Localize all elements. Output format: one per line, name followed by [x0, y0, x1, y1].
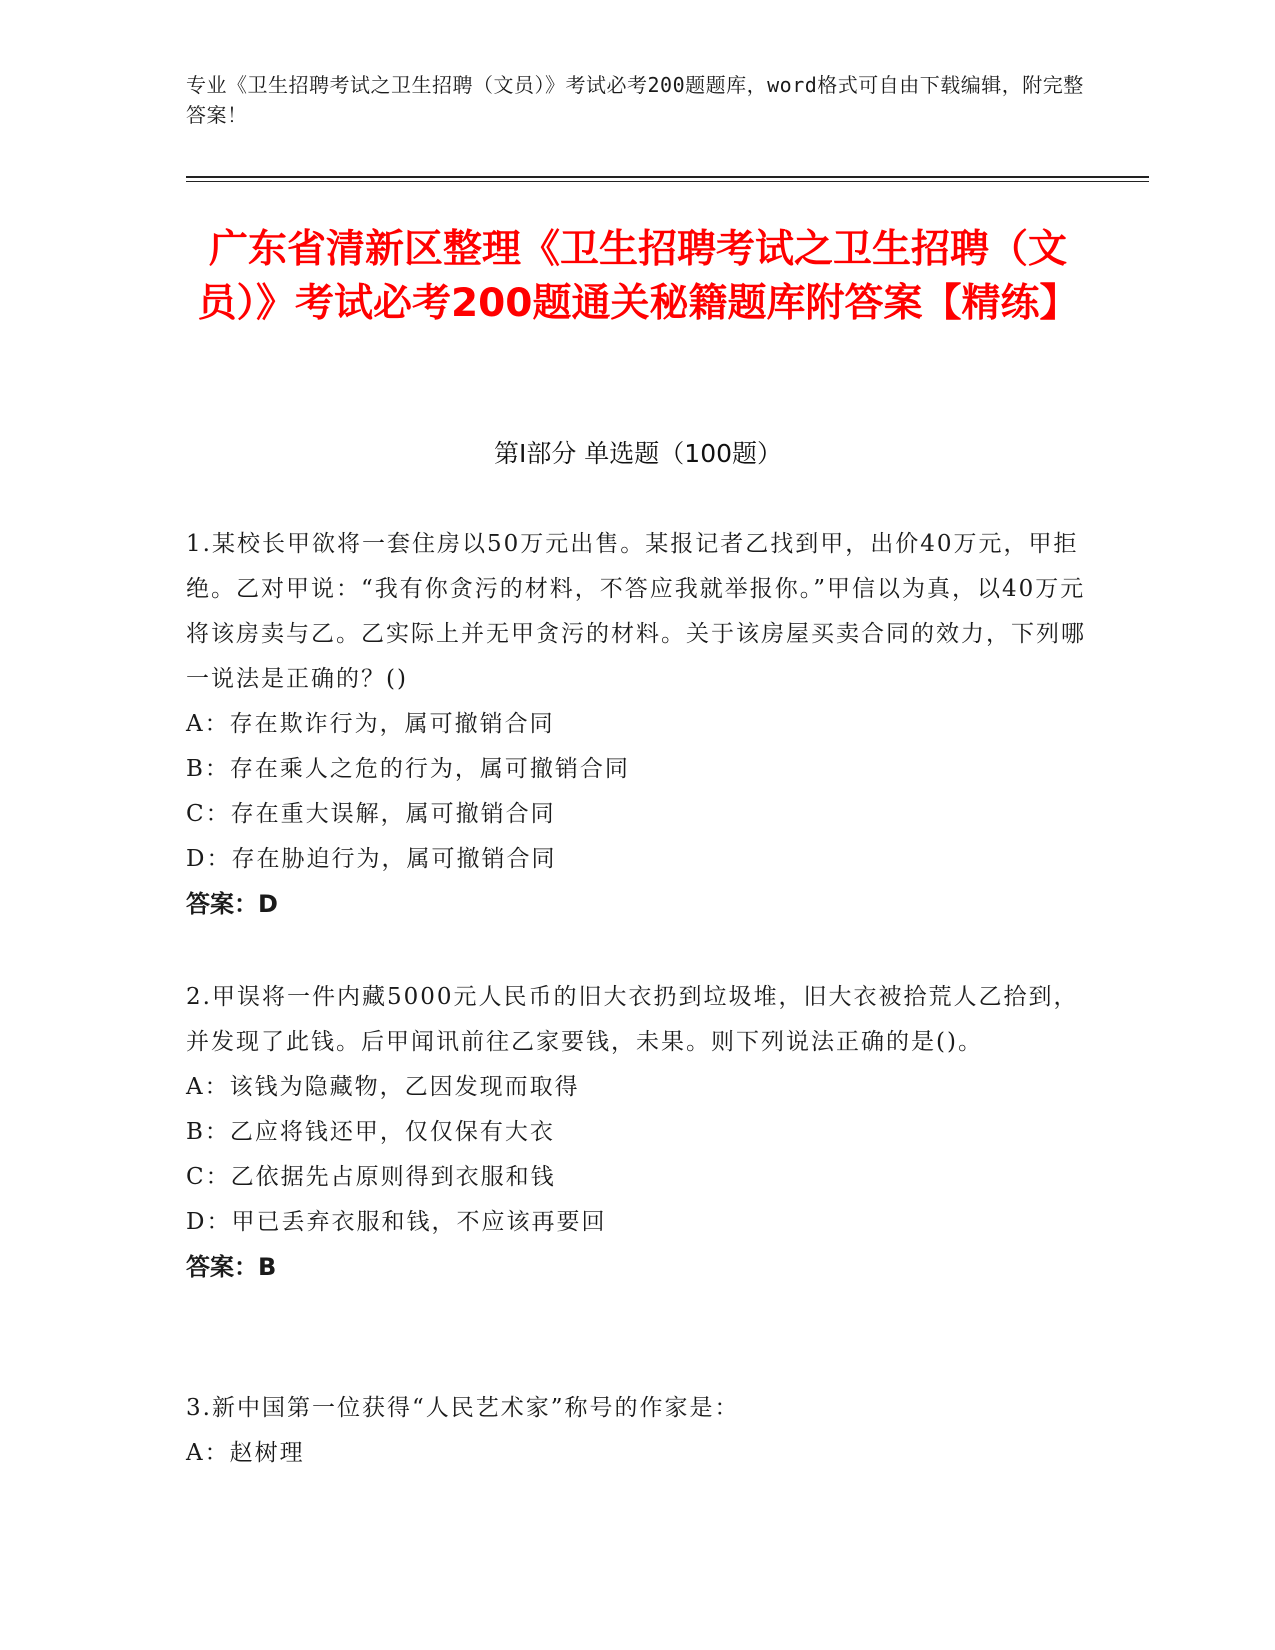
- option-d: D：甲已丢弃衣服和钱，不应该再要回: [186, 1209, 607, 1235]
- option-d: D：存在胁迫行为，属可撤销合同: [186, 846, 557, 872]
- document-title: 广东省清新区整理《卫生招聘考试之卫生招聘（文员）》考试必考200题通关秘籍题库附答案【精练】: [197, 227, 1079, 326]
- header-divider-thick: [186, 176, 1149, 178]
- header-divider-thin: [186, 181, 1149, 182]
- question-stem: 1.某校长甲欲将一套住房以50万元出售。某报记者乙找到甲，出价40万元，甲拒绝。乙对甲说：“我有你贪污的材料，不答应我就举报你。”甲信以为真，以40万元将该房卖与乙。乙实际上并无甲贪污的材料。关于该房屋买卖合同的效力，下列哪一说法是正确的？(): [186, 531, 1086, 692]
- answer-line: 答案：B: [186, 1253, 277, 1281]
- option-a: A：该钱为隐藏物，乙因发现而取得: [186, 1074, 580, 1100]
- question-stem: 3.新中国第一位获得“人民艺术家”称号的作家是：: [186, 1395, 740, 1421]
- question-item: [186, 975, 1086, 1290]
- header-note: 专业《卫生招聘考试之卫生招聘（文员）》考试必考200题题库，word格式可自由下载编辑，附完整答案！: [186, 73, 1084, 127]
- answer-line: 答案：D: [186, 890, 278, 918]
- option-b: B：乙应将钱还甲，仅仅保有大衣: [186, 1119, 555, 1145]
- option-b: B：存在乘人之危的行为，属可撤销合同: [186, 756, 630, 782]
- option-c: C：乙依据先占原则得到衣服和钱: [186, 1164, 556, 1190]
- question-stem: 2.甲误将一件内藏5000元人民币的旧大衣扔到垃圾堆，旧大衣被拾荒人乙拾到，并发现了此钱。后甲闻讯前往乙家要钱，未果。则下列说法正确的是()。: [186, 984, 1079, 1055]
- question-item: [186, 1386, 1086, 1476]
- option-a: A：存在欺诈行为，属可撤销合同: [186, 711, 555, 737]
- option-a: A：赵树理: [186, 1440, 305, 1466]
- option-c: C：存在重大误解，属可撤销合同: [186, 801, 556, 827]
- question-item: [186, 522, 1086, 927]
- section-title: 第Ⅰ部分 单选题（100题）: [493, 439, 783, 468]
